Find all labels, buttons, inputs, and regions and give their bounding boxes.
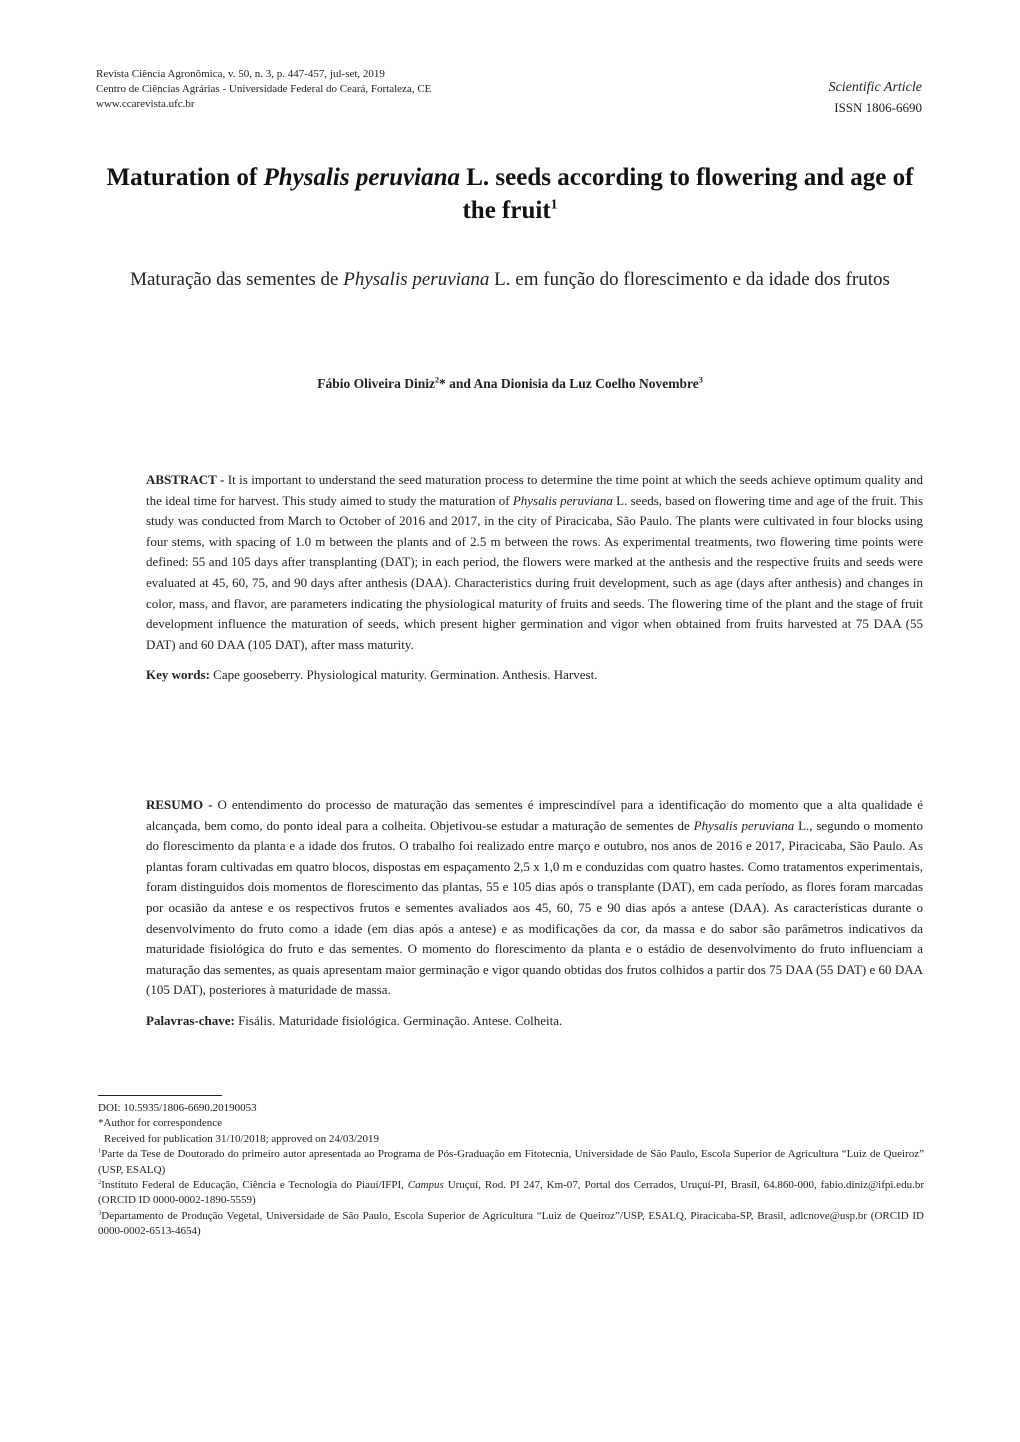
footnote-2-campus: Campus xyxy=(407,1179,444,1192)
footnote-divider xyxy=(98,1095,222,1096)
palavras-chave-text: Fisális. Maturidade fisiológica. Germinação. Antese. Colheita. xyxy=(234,1012,563,1028)
footnote-1-text: Parte da Tese de Doutorado do primeiro autor apresentada ao Programa de Pós-Graduação em Fitotecnia, Universidade de São Paulo, Escola Superior de Agricultura “Luiz de Queiroz” (USP, ESALQ) xyxy=(98,1148,924,1176)
keywords-label: Key words: xyxy=(146,667,210,683)
footnote-3 xyxy=(98,1209,924,1240)
resumo-label: RESUMO - xyxy=(146,797,218,812)
resumo-section xyxy=(146,795,923,1032)
footnote-1-marker: 1 xyxy=(98,1147,102,1155)
journal-website[interactable]: www.ccarevista.ufc.br xyxy=(96,98,195,110)
subtitle-text-start: Maturação das sementes de xyxy=(130,269,344,290)
journal-header xyxy=(96,67,431,112)
correspondence-note: *Author for correspondence xyxy=(98,1117,223,1130)
footnote-2-text-a: Instituto Federal de Educação, Ciência e Tecnologia do Piauí/IFPI, xyxy=(101,1179,408,1192)
footnote-3-marker: 3 xyxy=(98,1209,102,1217)
journal-citation: Revista Ciência Agronômica, v. 50, n. 3, p. 447-457, jul-set, 2019 xyxy=(96,68,385,80)
paper-subtitle xyxy=(90,265,930,295)
palavras-chave xyxy=(146,1011,923,1032)
footnote-1 xyxy=(98,1147,924,1178)
abstract-text-2: L. seeds, based on flowering time and age of the fruit. This study was conducted from March to October of 2016 and 2017, in the city of Piracicaba, São Paulo. The plants were cultivated in four blocks using four stems, with spacing of 1.0 m between the plants and of 2.5 m between the rows. As experimental treatments, two flowering time points were defined: 55 and 105 days after transplanting (DAT); in each period, the flowers were marked at the anthesis and the respective fruits and seeds were evaluated at 45, 60, 75, and 90 days after anthesis (DAA). Characteristics during fruit development, such as age (days after anthesis) and changes in color, mass, and flavor, are parameters indicating the physiological maturity of fruits and seeds. The flowering time of the plant and the stage of fruit development influence the maturation of seeds, which present higher germination and vigor when obtained from fruits harvested at 75 DAA (55 DAT) and 60 DAA (105 DAT), after mass maturity. xyxy=(146,492,924,652)
resumo-species: Physalis peruviana xyxy=(693,817,795,833)
footnote-2-marker: 2 xyxy=(98,1178,102,1186)
footnotes xyxy=(98,1101,924,1240)
received-note: Received for publication 31/10/2018; approved on 24/03/2019 xyxy=(104,1132,379,1145)
author-2-ref: 3 xyxy=(698,375,703,385)
resumo-text-2: L., segundo o momento do florescimento da planta e a idade dos frutos. O trabalho foi realizado entre março e outubro, nos anos de 2016 e 2017, Piracicaba, São Paulo. As plantas foram cultivadas em quatro blocos, dispostas em espaçamento 2,5 x 1,0 m e conduzidas com quatro hastes. Como tratamentos experimentais, foram distinguidos dois momentos de florescimento das plantas, 55 e 105 dias após o transplante (DAT), em cada período, as flores foram marcadas por ocasião da antese e os respectivos frutos e sementes avaliados aos 45, 60, 75 e 90 dias após a antese (DAA). As características durante o desenvolvimento do fruto como a idade (em dias após a antese) e as modificações da cor, da massa e do sabor são parâmetros indicativos da maturidade fisiológica do fruto e das sementes. O momento do florescimento da planta e o estádio de desenvolvimento do fruto influenciam a maturação das sementes, as quais apresentam maior germinação e vigor quando obtidas dos frutos colhidos a partir dos 75 DAA (55 DAT) e 60 DAA (105 DAT), posteriores à maturidade de massa. xyxy=(146,817,923,998)
author-line xyxy=(90,376,930,392)
title-footnote-ref: 1 xyxy=(550,196,558,212)
footnote-3-text: Departamento de Produção Vegetal, Universidade de São Paulo, Escola Superior de Agricultura “Luiz de Queiroz”/USP, ESALQ, Piracicaba-SP, Brasil, adlcnove@usp.br (ORCID ID 0000-0002-6513-4654) xyxy=(98,1209,924,1238)
abstract-section xyxy=(146,470,923,686)
abstract-text-1: It is important to understand the seed maturation process to determine the time point at which the seeds achieve optimum quality and the ideal time for harvest. This study aimed to study the maturation of xyxy=(146,472,923,508)
subtitle-text-end: L. em função do florescimento e da idade dos frutos xyxy=(489,269,890,290)
keywords-text: Cape gooseberry. Physiological maturity. Germination. Anthesis. Harvest. xyxy=(209,667,598,683)
abstract-label: ABSTRACT - xyxy=(146,472,228,487)
issn: ISSN 1806-6690 xyxy=(834,100,922,115)
resumo-body xyxy=(146,795,923,1001)
article-meta xyxy=(829,78,922,118)
footnote-2-text-b: Uruçuí, Rod. PI 247, Km-07, Portal dos Cerrados, Uruçuí-PI, Brasil, 64.860-000, fabio.diniz@ifpi.edu.br (ORCID ID 0000-0002-1890-5559) xyxy=(98,1179,924,1207)
article-type: Scientific Article xyxy=(828,80,922,95)
paper-title xyxy=(90,161,930,227)
footnote-2 xyxy=(98,1178,924,1209)
journal-institution: Centro de Ciências Agrárias - Universidade Federal do Ceará, Fortaleza, CE xyxy=(96,83,432,95)
abstract-species: Physalis peruviana xyxy=(512,492,613,508)
abstract-body xyxy=(146,470,923,655)
resumo-text-1: O entendimento do processo de maturação das sementes é imprescindível para a identificação do momento que a alta qualidade é alcançada, bem como, do ponto ideal para a colheita. Objetivou-se estudar a maturação de sementes de xyxy=(146,797,923,833)
title-species: Physalis peruviana xyxy=(263,164,460,191)
author-2: * and Ana Dionisia da Luz Coelho Novembre xyxy=(439,376,699,391)
title-text-end: L. seeds according to flowering and age of the fruit xyxy=(460,164,914,224)
title-text-start: Maturation of xyxy=(106,164,264,191)
doi[interactable]: DOI: 10.5935/1806-6690.20190053 xyxy=(98,1102,257,1114)
palavras-chave-label: Palavras-chave: xyxy=(146,1012,235,1028)
subtitle-species: Physalis peruviana xyxy=(343,269,490,290)
author-1: Fábio Oliveira Diniz xyxy=(317,376,435,391)
keywords xyxy=(146,665,923,686)
author-1-ref: 2 xyxy=(434,375,440,385)
